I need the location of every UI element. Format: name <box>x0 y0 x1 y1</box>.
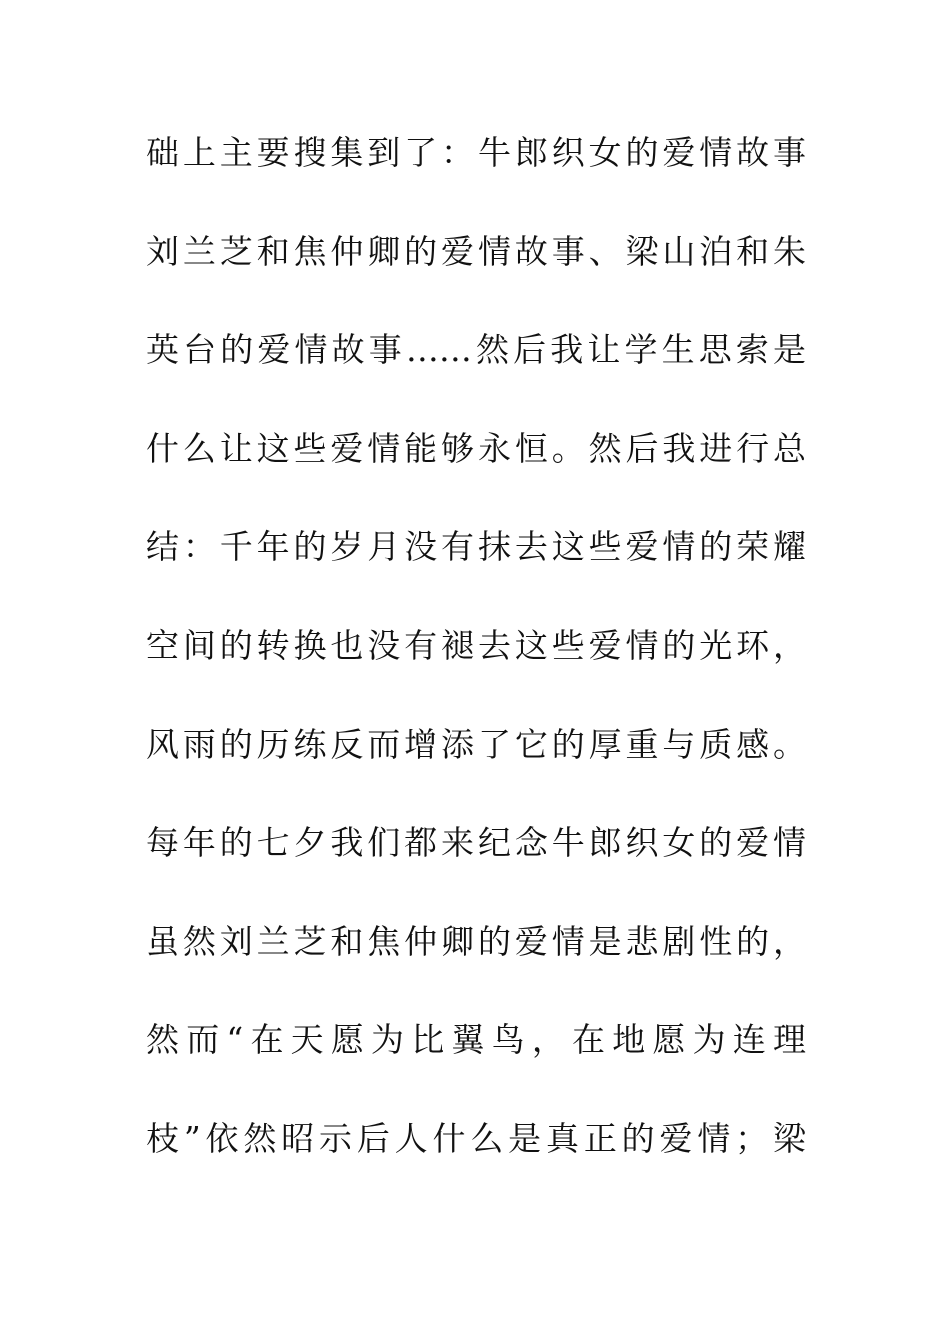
text-line: 刘兰芝和焦仲卿的爱情故事、梁山泊和朱 <box>146 231 806 271</box>
body-text <box>146 127 806 1212</box>
text-line: 然而“在天愿为比翼鸟，在地愿为连理 <box>146 1020 806 1060</box>
text-line: 枝”依然昭示后人什么是真正的爱情；梁 <box>146 1118 806 1158</box>
text-line: 虽然刘兰芝和焦仲卿的爱情是悲剧性的， <box>146 921 806 961</box>
text-line: 英台的爱情故事……然后我让学生思索是 <box>146 330 806 370</box>
text-line: 风雨的历练反而增添了它的厚重与质感。 <box>146 724 806 764</box>
text-line: 结：千年的岁月没有抹去这些爱情的荣耀 <box>146 527 806 567</box>
text-line: 空间的转换也没有褪去这些爱情的光环， <box>146 625 806 665</box>
text-line: 每年的七夕我们都来纪念牛郎织女的爱情 <box>146 823 806 863</box>
text-line: 什么让这些爱情能够永恒。然后我进行总 <box>146 428 806 468</box>
text-line: 础上主要搜集到了：牛郎织女的爱情故事 <box>146 133 806 172</box>
